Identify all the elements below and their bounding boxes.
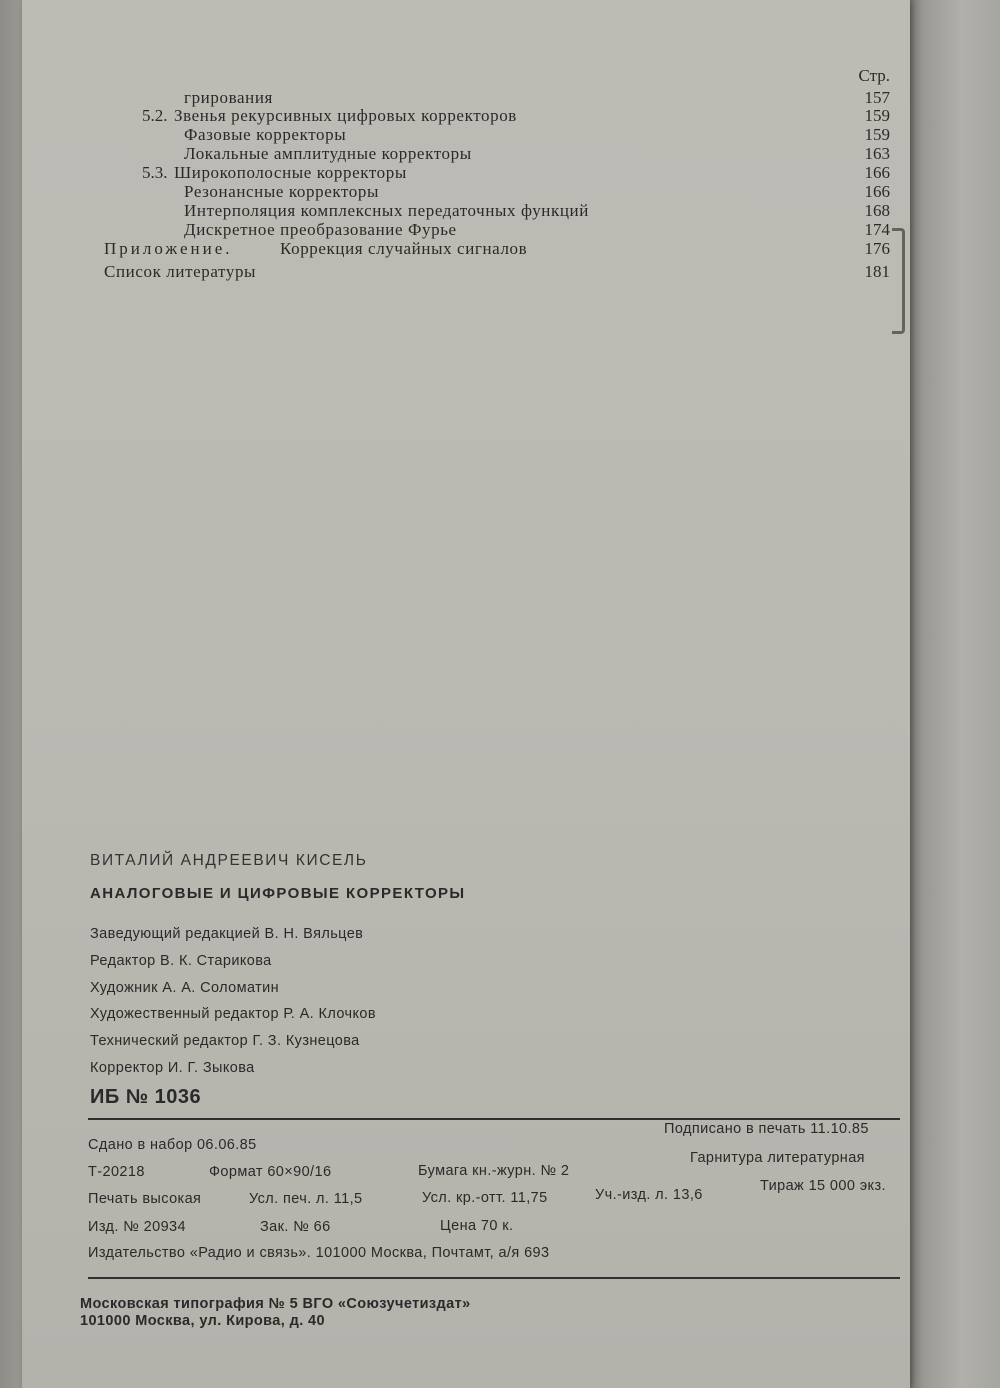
toc-entry [22,163,910,183]
toc-entry-title: Дискретное преобразование Фурье [184,220,457,239]
toc-entry-page: 181 [864,262,890,281]
toc-entry-number: 5.2. [142,106,168,125]
toc-entry [22,239,910,259]
edition-code: Т-20218 [88,1164,145,1180]
divider-rule [88,1277,900,1279]
format: Формат 60×90/16 [209,1164,332,1180]
toc-entry [22,182,910,202]
toc-entry [22,88,910,108]
toc-entry-title: Интерполяция комплексных передаточных функций [184,201,589,220]
credit-line: Технический редактор Г. З. Кузнецова [90,1033,360,1049]
toc-entry-page: 166 [864,182,890,201]
typeface: Гарнитура литературная [690,1150,865,1166]
toc-entry [22,201,910,221]
color-prints: Усл. кр.-отт. 11,75 [422,1190,548,1206]
price: Цена 70 к. [440,1218,514,1234]
paper: Бумага кн.-журн. № 2 [418,1163,570,1179]
toc-entry-title: Фазовые корректоры [184,125,347,144]
divider-rule [88,1118,900,1120]
toc-entry-appendix-label: Приложение. [104,239,233,258]
printing-type: Печать высокая [88,1191,202,1207]
toc-entry-title: грирования [184,88,273,107]
printer-address: 101000 Москва, ул. Кирова, д. 40 [80,1313,325,1329]
toc-entry-page: 168 [864,201,890,220]
toc-entry-page: 176 [864,239,890,258]
toc-entry [22,262,910,282]
toc-entry [22,125,910,145]
credit-line: Заведующий редакцией В. Н. Вяльцев [90,926,364,942]
toc-entry-title: Коррекция случайных сигналов [280,239,528,258]
binding-staple [892,228,905,334]
credit-line: Корректор И. Г. Зыкова [90,1060,255,1076]
submitted-date: Сдано в набор 06.06.85 [88,1137,257,1153]
printer: Московская типография № 5 ВГО «Союзучетиздат» [80,1296,471,1312]
signed-date: Подписано в печать 11.10.85 [664,1121,869,1137]
toc-entry-page: 159 [864,125,890,144]
order-number: Зак. № 66 [260,1219,331,1235]
credit-line: Редактор В. К. Старикова [90,953,272,969]
toc-entry [22,106,910,126]
publisher: Издательство «Радио и связь». 101000 Москва, Почтамт, а/я 693 [88,1245,550,1261]
adjacent-page-edge [905,0,1000,1388]
toc-entry-title: Резонансные корректоры [184,182,380,201]
circulation: Тираж 15 000 экз. [760,1178,886,1194]
toc-entry-page: 163 [864,144,890,163]
toc-entry-title: Широкополосные корректоры [174,163,407,182]
toc-entry-title: Список литературы [104,262,257,281]
toc-entry-page: 174 [864,220,890,239]
edition-number: Изд. № 20934 [88,1219,186,1235]
toc-entry-page: 159 [864,106,890,125]
ib-number: ИБ № 1036 [90,1086,202,1108]
toc-page-column-header: Стр. [858,66,890,85]
print-sheets: Усл. печ. л. 11,5 [249,1191,363,1207]
toc-entry-title: Звенья рекурсивных цифровых корректоров [174,106,517,125]
toc-entry-page: 157 [864,88,890,107]
credit-line: Художник А. А. Соломатин [90,980,280,996]
toc-entry-title: Локальные амплитудные корректоры [184,144,472,163]
author-name: ВИТАЛИЙ АНДРЕЕВИЧ КИСЕЛЬ [90,852,368,869]
book-title: АНАЛОГОВЫЕ И ЦИФРОВЫЕ КОРРЕКТОРЫ [90,885,466,902]
book-page [22,0,910,1388]
publisher-sheets: Уч.-изд. л. 13,6 [595,1187,703,1203]
toc-entry [22,144,910,164]
toc-entry-number: 5.3. [142,163,168,182]
toc-entry [22,220,910,240]
toc-entry-page: 166 [864,163,890,182]
credit-line: Художественный редактор Р. А. Клочков [90,1006,376,1022]
